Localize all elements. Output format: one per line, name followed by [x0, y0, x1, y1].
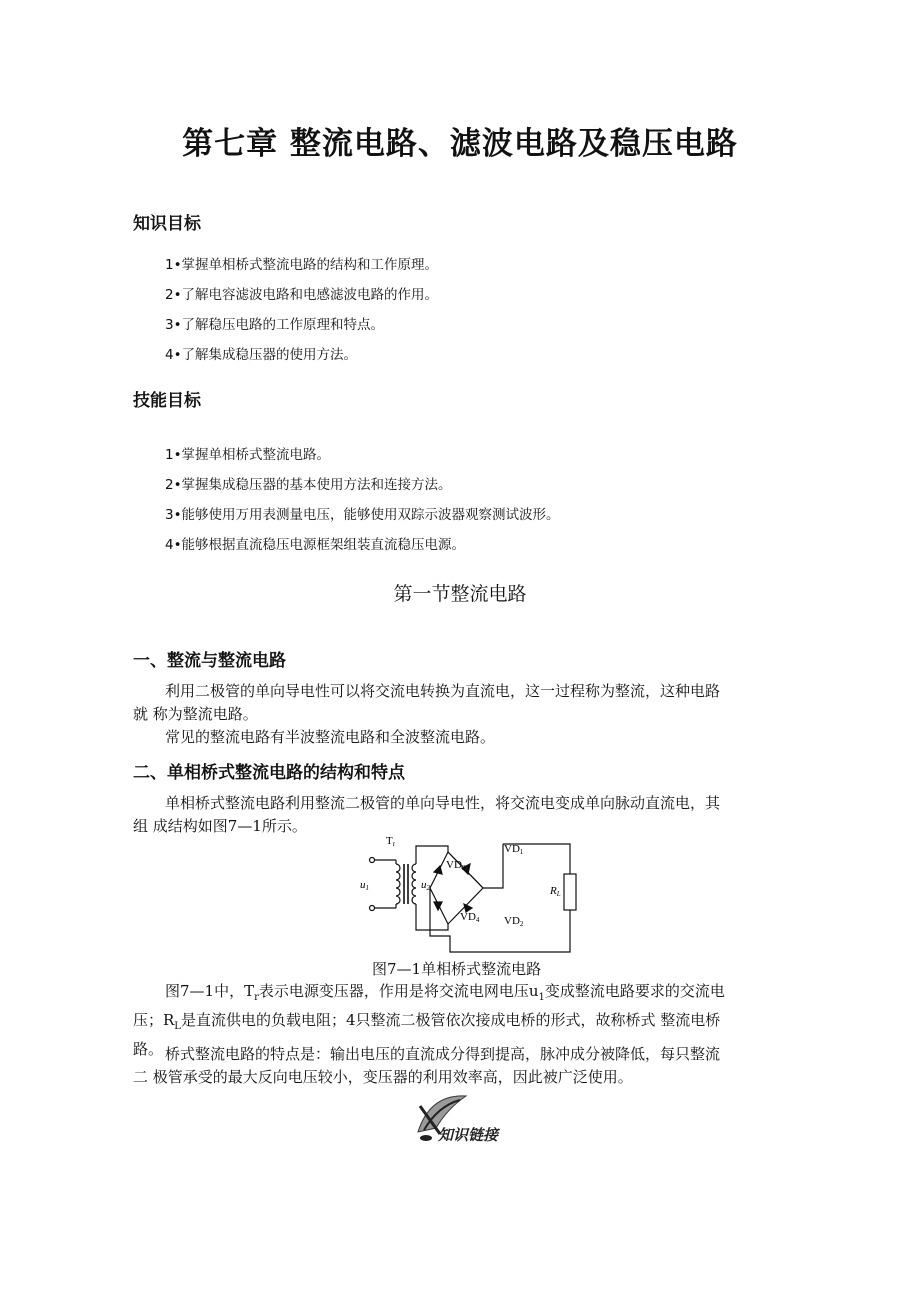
- part1-p1-line2: 就 称为整流电路。: [133, 705, 258, 723]
- desc-line1: 图7—1中，$T_r$表示电源变压器，作用是将交流电网电压$u_1$变成整流电路要求的交流电: [165, 982, 725, 1003]
- watermark-text: 知识链接: [438, 1126, 499, 1144]
- chapter-title: 第七章 整流电路、滤波电路及稳压电路: [182, 126, 738, 162]
- figure-caption: 图7—1单相桥式整流电路: [372, 960, 542, 978]
- feature-line2: 二 极管承受的最大反向电压较小，变压器的利用效率高，因此被广泛使用。: [133, 1068, 633, 1086]
- bridge-rectifier-diagram: [358, 828, 598, 960]
- vd1-label: VD1: [504, 843, 524, 856]
- vd4-label: VD4: [460, 911, 480, 924]
- u1-label: u1: [360, 879, 369, 892]
- knowledge-item-1: 1•掌握单相桥式整流电路的结构和工作原理。: [165, 257, 439, 273]
- part2-p1-line1: 单相桥式整流电路利用整流二极管的单向导电性，将交流电变成单向脉动直流电，其: [165, 794, 721, 812]
- knowledge-item-3: 3•了解稳压电路的工作原理和特点。: [165, 317, 385, 333]
- knowledge-item-2: 2•了解电容滤波电路和电感滤波电路的作用。: [165, 287, 439, 303]
- skills-item-4: 4•能够根据直流稳压电源框架组装直流稳压电源。: [165, 537, 466, 553]
- watermark-logo: [408, 1088, 514, 1146]
- desc-line2: 压；$R_L$是直流供电的负载电阻；4只整流二极管依次接成电桥的形式，故称桥式 整流电桥: [133, 1011, 721, 1032]
- skills-item-1: 1•掌握单相桥式整流电路。: [165, 447, 331, 463]
- part2-p1-line2: 组 成结构如图7—1所示。: [133, 817, 307, 835]
- part2-heading: 二、单相桥式整流电路的结构和特点: [133, 763, 405, 783]
- u2-label: u2: [421, 879, 430, 892]
- feature-paragraph: [133, 1043, 783, 1089]
- vd2-label: VD2: [504, 915, 524, 928]
- part1-heading: 一、整流与整流电路: [133, 651, 286, 671]
- part1-p2: 常见的整流电路有半波整流电路和全波整流电路。: [165, 728, 496, 746]
- part1-p1-line1: 利用二极管的单向导电性可以将交流电转换为直流电，这一过程称为整流，这种电路: [165, 682, 721, 700]
- desc-line3: 路。: [133, 1040, 164, 1058]
- rl-label: RL: [550, 885, 561, 898]
- part1-paragraph: [133, 680, 783, 749]
- section-title: 第一节整流电路: [393, 583, 527, 605]
- knowledge-item-4: 4•了解集成稳压器的使用方法。: [165, 347, 358, 363]
- transformer-label: Tr: [386, 835, 396, 848]
- skills-item-3: 3•能够使用万用表测量电压，能够使用双踪示波器观察测试波形。: [165, 507, 560, 523]
- knowledge-heading: 知识目标: [133, 214, 201, 234]
- feature-line1: 桥式整流电路的特点是：输出电压的直流成分得到提高，脉冲成分被降低，每只整流: [165, 1045, 721, 1063]
- skills-item-2: 2•掌握集成稳压器的基本使用方法和连接方法。: [165, 477, 452, 493]
- skills-heading: 技能目标: [133, 391, 201, 411]
- vd3-label: VD3: [446, 859, 466, 872]
